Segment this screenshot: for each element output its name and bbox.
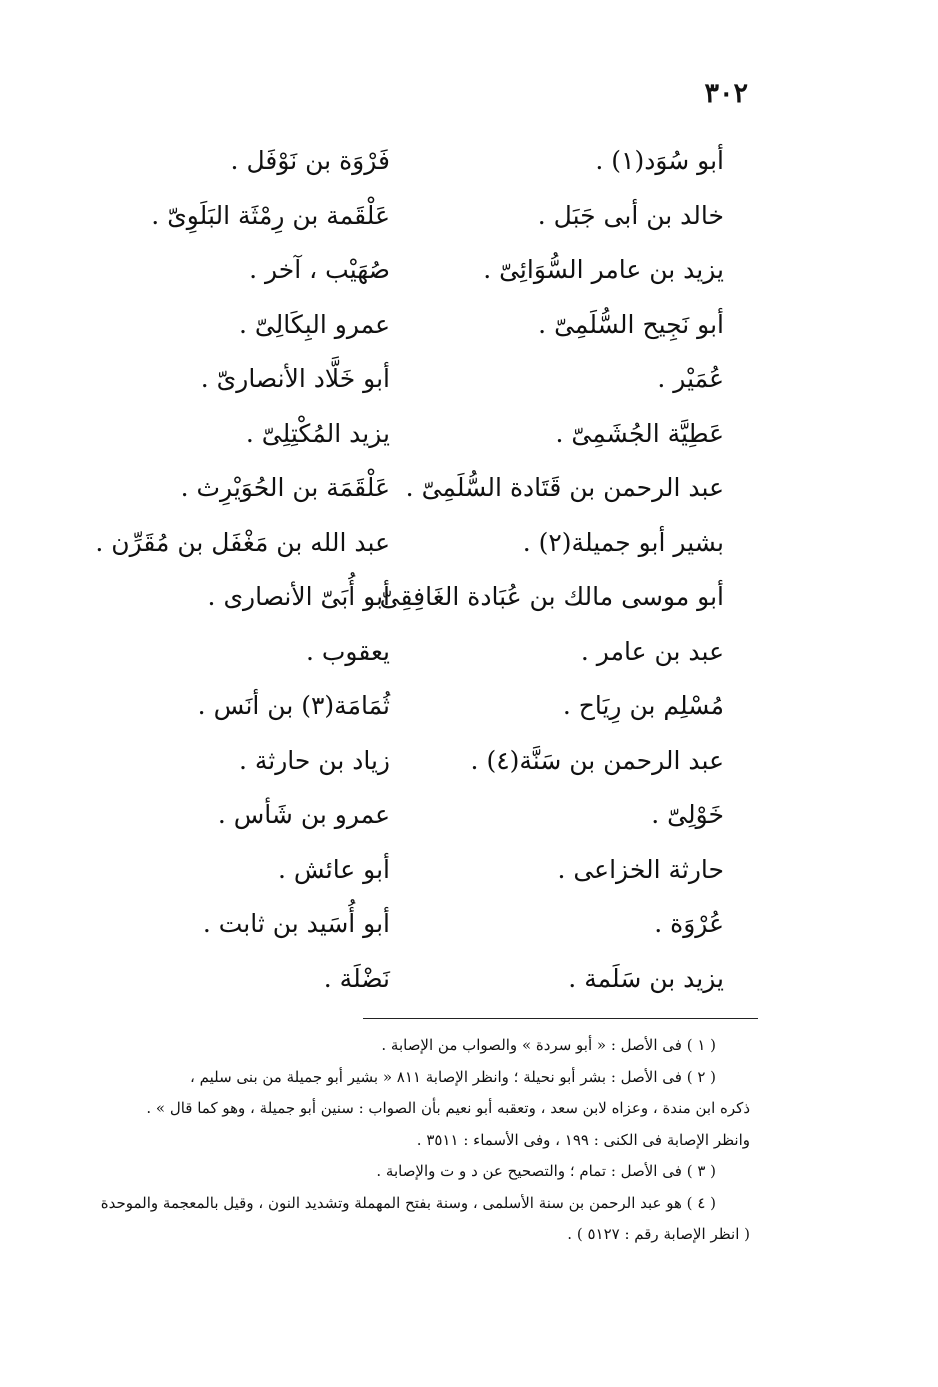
name-entry-left: نَضْلَة . (323, 963, 390, 993)
name-entry-right: عَطِيَّة الجُشَمِىّ . (555, 418, 724, 448)
name-row (164, 625, 724, 680)
name-row (164, 734, 724, 789)
name-entry-right: عُرْوَة . (654, 909, 724, 938)
name-entry-left: ثُمَامَة(٣) بن أنَس . (197, 691, 390, 720)
footnote-line: ( ٣ ) فى الأصل : تمام ؛ والتصحيح عن د و ت والإصابة . (376, 1162, 716, 1180)
name-entry-left: فَرْوَة بن نَوْفَل . (230, 146, 390, 175)
names-list (95, 134, 724, 1006)
footnote-line: ( انظر الإصابة رقم : ٥١٢٧ ) . (567, 1225, 750, 1243)
name-entry-left: يعقوب . (305, 636, 390, 666)
name-entry-right: أبو نَجِيح السُّلَمِىّ . (538, 309, 724, 339)
name-row (164, 843, 724, 898)
name-row (164, 134, 724, 189)
name-entry-left: عبد الله بن مَغْفَل بن مُقَرِّن . (95, 527, 390, 557)
footnote-divider (363, 1018, 758, 1019)
name-entry-left: زياد بن حارثة . (238, 745, 390, 775)
name-entry-right: حارثة الخزاعى . (557, 854, 724, 884)
name-entry-right: عُمَيْر . (657, 364, 724, 393)
name-entry-right: بشير أبو جميلة(٢) . (522, 527, 724, 557)
name-row (164, 352, 724, 407)
name-entry-left: عمرو بن شَأس . (217, 800, 390, 829)
name-row (164, 897, 724, 952)
name-entry-left: عَلْقَمَة بن الحُوَيْرِث . (180, 473, 390, 502)
name-row (95, 516, 724, 571)
footnote-line: ( ٢ ) فى الأصل : بشر أبو نحيلة ؛ وانظر الإصابة ٨١١ « بشير أبو جميلة من بنى سليم ، (190, 1067, 716, 1086)
name-entry-left: يزيد المُكْتِلِىّ . (245, 418, 390, 448)
name-entry-left: صُهَيْب ، آخر . (249, 255, 390, 284)
name-entry-right: أبو موسى مالك بن عُبَادة الغَافِقِىّ . (363, 582, 724, 611)
name-entry-right: عبد بن عامر . (580, 636, 724, 666)
name-row (164, 407, 724, 462)
name-entry-left: عمرو البِكَالِىّ . (238, 309, 390, 339)
name-row (164, 570, 724, 625)
name-entry-left: عَلْقَمة بن رِمْثَة البَلَوِىّ . (151, 200, 390, 230)
name-entry-right: أبو سُوَد(١) . (595, 146, 724, 175)
name-entry-right: عبد الرحمن بن سَنَّة(٤) . (470, 745, 724, 775)
name-row (164, 243, 724, 298)
name-row (164, 679, 724, 734)
name-row (164, 461, 724, 516)
name-row (151, 189, 724, 244)
name-entry-left: أبو خَلَّاد الأنصارىّ . (200, 364, 390, 393)
name-entry-right: خالد بن أبى جَبَل . (537, 200, 724, 230)
footnotes (70, 1030, 750, 1251)
footnote-line: وانظر الإصابة فى الكنى : ١٩٩ ، وفى الأسماء : ٣٥١١ . (416, 1130, 750, 1149)
name-row (164, 298, 724, 353)
footnote-line: ( ٤ ) هو عبد الرحمن بن سنة الأسلمى ، وسنة بفتح المهملة وتشديد النون ، وقيل بالمعجمة والموحدة (100, 1193, 716, 1212)
name-entry-right: خَوْلِىّ . (651, 800, 724, 829)
name-entry-left: أبو أُسَيد بن ثابت . (202, 909, 390, 938)
name-row (164, 788, 724, 843)
footnote-line: ذكره ابن مندة ، وعزاه لابن سعد ، وتعقبه أبو نعيم بأن الصواب : سنين أبو جميلة ، وهو كما قال » . (146, 1099, 750, 1117)
page-number: ٣٠٢ (704, 78, 748, 109)
name-entry-right: يزيد بن سَلَمة . (568, 963, 724, 993)
name-entry-right: مُسْلِم بن رِيَاح . (562, 691, 724, 720)
footnote-line: ( ١ ) فى الأصل : « أبو سردة » والصواب من الإصابة . (381, 1036, 716, 1054)
name-entry-left: أبو عائش . (277, 854, 390, 884)
name-entry-right: يزيد بن عامر السُّوَائِىّ . (483, 255, 724, 284)
name-entry-right: عبد الرحمن بن قَتَادة السُّلَمِىّ . (405, 473, 724, 502)
name-row (164, 952, 724, 1007)
name-entry-left: أبو أُبَىّ الأنصارى . (207, 582, 390, 611)
